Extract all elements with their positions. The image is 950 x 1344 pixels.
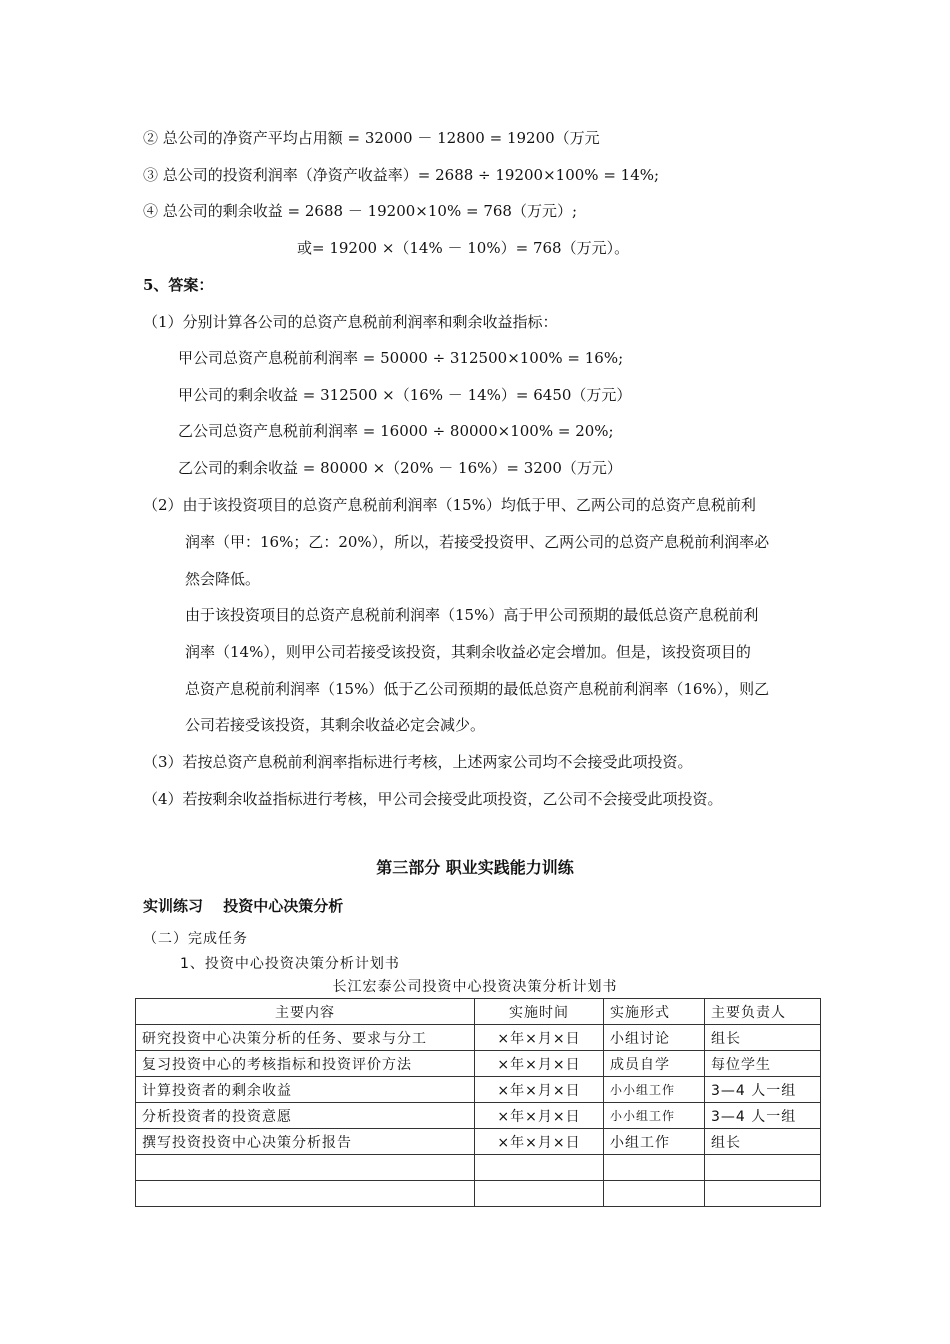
part2-line: 公司若接受该投资，其剩余收益必定会减少。 — [185, 716, 486, 734]
table-cell: 撰写投资投资中心决策分析报告 — [136, 1129, 475, 1155]
table-cell: 研究投资中心决策分析的任务、要求与分工 — [136, 1025, 475, 1051]
table-cell — [604, 1155, 705, 1181]
table-cell: 复习投资中心的考核指标和投资评价方法 — [136, 1051, 475, 1077]
text-line: 乙公司的剩余收益 = 80000 ×（20% － 16%）= 3200（万元） — [178, 459, 622, 477]
table-cell: ×年×月×日 — [475, 1051, 604, 1077]
table-cell: 组长 — [705, 1129, 821, 1155]
part2-line: 润率（14%），则甲公司若接受该投资，其剩余收益必定会增加。但是，该投资项目的 — [185, 643, 751, 661]
table-row — [136, 1103, 821, 1129]
table-cell — [475, 1181, 604, 1207]
table-cell — [475, 1155, 604, 1181]
table-cell: 计算投资者的剩余收益 — [136, 1077, 475, 1103]
answer-heading: 5、答案： — [143, 276, 214, 294]
part2-line: 由于该投资项目的总资产息税前利润率（15%）高于甲公司预期的最低总资产息税前利 — [185, 606, 759, 624]
text-line: ③ 总公司的投资利润率（净资产收益率）= 2688 ÷ 19200×100% = 14%; — [143, 166, 660, 184]
table-cell: ×年×月×日 — [475, 1129, 604, 1155]
table-cell: 每位学生 — [705, 1051, 821, 1077]
column-header: 主要内容 — [136, 999, 475, 1025]
table-cell: 3—4 人一组 — [705, 1103, 821, 1129]
table-cell: 小小组工作 — [604, 1103, 705, 1129]
plan-item: 1、投资中心投资决策分析计划书 — [180, 956, 400, 972]
table-row — [136, 1129, 821, 1155]
text-line: ④ 总公司的剩余收益 = 2688 － 19200×10% = 768（万元）; — [143, 202, 577, 220]
part2-line: 润率（甲：16%；乙：20%），所以，若接受投资甲、乙两公司的总资产息税前利润率必 — [185, 533, 770, 551]
column-header: 实施时间 — [475, 999, 604, 1025]
exercise-title: 实训练习 投资中心决策分析 — [143, 897, 344, 915]
table-cell — [604, 1181, 705, 1207]
table-cell — [705, 1155, 821, 1181]
table-row — [136, 1077, 821, 1103]
table-cell: 3—4 人一组 — [705, 1077, 821, 1103]
part3-line: （3）若按总资产息税前利润率指标进行考核，上述两家公司均不会接受此项投资。 — [143, 753, 693, 771]
table-row — [136, 1051, 821, 1077]
column-header: 实施形式 — [604, 999, 705, 1025]
table-cell: ×年×月×日 — [475, 1077, 604, 1103]
table-cell: 成员自学 — [604, 1051, 705, 1077]
table-row — [136, 1155, 821, 1181]
table-caption: 长江宏泰公司投资中心投资决策分析计划书 — [332, 979, 618, 995]
table-header-row — [136, 999, 821, 1025]
part2-line: 总资产息税前利润率（15%）低于乙公司预期的最低总资产息税前利润率（16%），则乙 — [185, 680, 770, 698]
table-cell — [136, 1181, 475, 1207]
table-cell: 小组讨论 — [604, 1025, 705, 1051]
text-line: 或= 19200 ×（14% － 10%）= 768（万元）。 — [297, 239, 630, 257]
table-cell — [705, 1181, 821, 1207]
task-heading: （二）完成任务 — [143, 931, 248, 947]
plan-table — [135, 998, 821, 1207]
table-cell: 小组工作 — [604, 1129, 705, 1155]
column-header: 主要负责人 — [705, 999, 821, 1025]
part2-line: （2）由于该投资项目的总资产息税前利润率（15%）均低于甲、乙两公司的总资产息税前利 — [143, 496, 756, 514]
section-title: 第三部分 职业实践能力训练 — [376, 858, 574, 877]
part2-line: 然会降低。 — [185, 570, 261, 588]
table-cell: 分析投资者的投资意愿 — [136, 1103, 475, 1129]
table-cell: 小小组工作 — [604, 1077, 705, 1103]
table-cell: ×年×月×日 — [475, 1025, 604, 1051]
text-line: 乙公司总资产息税前利润率 = 16000 ÷ 80000×100% = 20%; — [178, 422, 614, 440]
text-line: ② 总公司的净资产平均占用额 = 32000 － 12800 = 19200（万元 — [143, 129, 600, 147]
part1-heading: （1）分别计算各公司的总资产息税前利润率和剩余收益指标： — [143, 313, 558, 331]
table-cell: 组长 — [705, 1025, 821, 1051]
table-cell — [136, 1155, 475, 1181]
table-row — [136, 1181, 821, 1207]
table-cell: ×年×月×日 — [475, 1103, 604, 1129]
text-line: 甲公司总资产息税前利润率 = 50000 ÷ 312500×100% = 16%; — [178, 349, 624, 367]
text-line: 甲公司的剩余收益 = 312500 ×（16% － 14%）= 6450（万元） — [178, 386, 632, 404]
part4-line: （4）若按剩余收益指标进行考核，甲公司会接受此项投资，乙公司不会接受此项投资。 — [143, 790, 723, 808]
table-row — [136, 1025, 821, 1051]
